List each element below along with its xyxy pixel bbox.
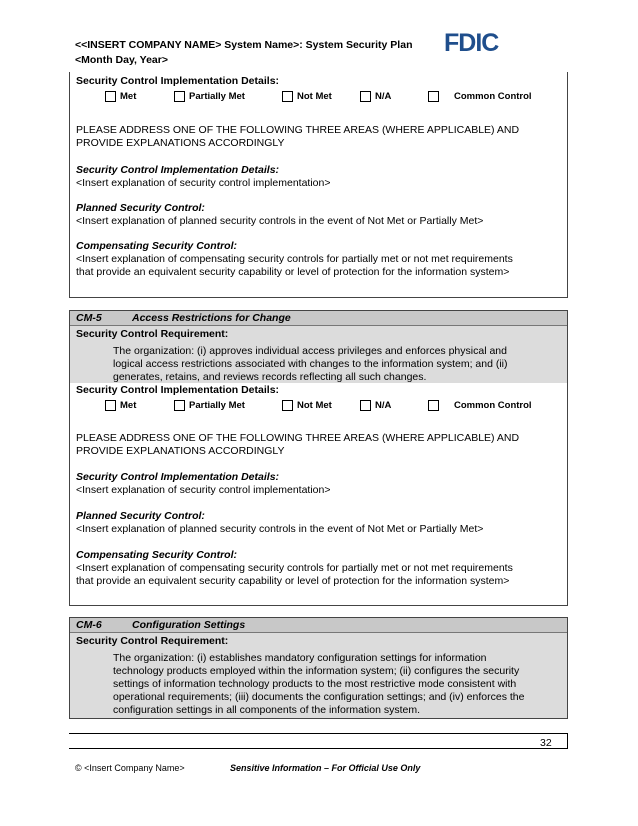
requirement-heading: Security Control Requirement:	[76, 635, 229, 647]
requirement-line: operational requirements; (iii) documents the configuration settings; and (iv) enforces the	[113, 691, 525, 703]
page-number: 32	[540, 737, 552, 749]
impl-details-heading: Security Control Implementation Details:	[76, 75, 280, 87]
planned-text: <Insert explanation of planned security controls in the event of Not Met or Partially Met>	[76, 215, 484, 227]
checkbox-label: Not Met	[297, 91, 332, 102]
implementation-section-1	[69, 72, 568, 298]
compensating-text-1: <Insert explanation of compensating security controls for partially met or not met requirements	[76, 562, 513, 574]
checkbox-met[interactable]	[105, 91, 136, 102]
checkbox-met[interactable]	[105, 400, 136, 411]
fdic-logo-text: FDIC	[444, 29, 499, 55]
control-id: CM-5	[76, 312, 102, 324]
checkbox-label: Not Met	[297, 400, 332, 411]
checkbox-square-icon	[360, 400, 371, 411]
checkbox-square-icon	[174, 400, 185, 411]
checkbox-partially-met[interactable]	[174, 400, 245, 411]
sc-impl-text: <Insert explanation of security control implementation>	[76, 484, 331, 496]
requirement-line: logical access restrictions associated with changes to the information system; and (ii)	[113, 358, 508, 370]
control-header	[70, 618, 567, 633]
control-header	[70, 311, 567, 326]
checkbox-label: Met	[120, 91, 137, 102]
status-checkbox-row	[70, 400, 567, 414]
instruction-line-1: PLEASE ADDRESS ONE OF THE FOLLOWING THREE AREAS (WHERE APPLICABLE) AND	[76, 124, 520, 136]
planned-heading: Planned Security Control:	[76, 510, 205, 522]
control-title: Configuration Settings	[132, 619, 246, 631]
checkbox-label: Common Control	[454, 91, 532, 102]
sc-impl-heading: Security Control Implementation Details:	[76, 471, 280, 483]
checkbox-square-icon	[360, 91, 371, 102]
requirement-line: generates, retains, and reviews records reflecting all such changes.	[113, 371, 427, 383]
compensating-heading: Compensating Security Control:	[76, 240, 238, 252]
checkbox-label: Partially Met	[189, 91, 245, 102]
checkbox-na[interactable]	[360, 400, 391, 411]
checkbox-not-met[interactable]	[282, 400, 332, 411]
checkbox-square-icon	[428, 91, 439, 102]
checkbox-not-met[interactable]	[282, 91, 332, 102]
checkbox-partially-met[interactable]	[174, 91, 245, 102]
checkbox-square-icon	[282, 400, 293, 411]
footer-copyright: © <Insert Company Name>	[75, 763, 185, 773]
instruction-line-1: PLEASE ADDRESS ONE OF THE FOLLOWING THREE AREAS (WHERE APPLICABLE) AND	[76, 432, 520, 444]
requirement-line: configuration settings in all components of the information system.	[113, 704, 420, 716]
checkbox-square-icon	[174, 91, 185, 102]
checkbox-square-icon	[282, 91, 293, 102]
control-cm-5	[69, 310, 568, 606]
control-cm-6	[69, 617, 568, 719]
checkbox-common-control[interactable]	[428, 400, 532, 411]
planned-heading: Planned Security Control:	[76, 202, 205, 214]
checkbox-label: N/A	[375, 400, 392, 411]
header-date: <Month Day, Year>	[75, 53, 168, 66]
requirement-heading: Security Control Requirement:	[76, 328, 229, 340]
instruction-line-2: PROVIDE EXPLANATIONS ACCORDINGLY	[76, 445, 285, 457]
checkbox-square-icon	[105, 91, 116, 102]
sc-impl-text: <Insert explanation of security control implementation>	[76, 177, 331, 189]
requirement-line: settings of information technology products to the most restrictive mode consistent with	[113, 678, 517, 690]
requirement-line: technology products employed within the information system; (ii) configures the security	[113, 665, 520, 677]
fdic-logo	[444, 29, 504, 55]
checkbox-label: Common Control	[454, 400, 532, 411]
compensating-text-1: <Insert explanation of compensating security controls for partially met or not met requirements	[76, 253, 513, 265]
compensating-heading: Compensating Security Control:	[76, 549, 238, 561]
sc-impl-heading: Security Control Implementation Details:	[76, 164, 280, 176]
checkbox-label: Partially Met	[189, 400, 245, 411]
page-number-box	[69, 734, 568, 749]
checkbox-square-icon	[105, 400, 116, 411]
instruction-line-2: PROVIDE EXPLANATIONS ACCORDINGLY	[76, 137, 285, 149]
status-checkbox-row	[70, 91, 567, 105]
checkbox-na[interactable]	[360, 91, 391, 102]
requirement-line: The organization: (i) approves individual access privileges and enforces physical and	[113, 345, 507, 357]
checkbox-label: N/A	[375, 91, 392, 102]
checkbox-square-icon	[428, 400, 439, 411]
control-id: CM-6	[76, 619, 102, 631]
compensating-text-2: that provide an equivalent security capability or level of protection for the information system>	[76, 575, 510, 587]
control-title: Access Restrictions for Change	[132, 312, 291, 324]
header-title: <<INSERT COMPANY NAME> System Name>: System Security Plan	[75, 39, 413, 51]
footer-notice: Sensitive Information – For Official Use Only	[230, 763, 421, 773]
requirement-line: The organization: (i) establishes mandatory configuration settings for information	[113, 652, 487, 664]
checkbox-label: Met	[120, 400, 137, 411]
impl-details-heading: Security Control Implementation Details:	[76, 384, 280, 396]
checkbox-common-control[interactable]	[428, 91, 532, 102]
planned-text: <Insert explanation of planned security controls in the event of Not Met or Partially Met>	[76, 523, 484, 535]
compensating-text-2: that provide an equivalent security capability or level of protection for the information system>	[76, 266, 510, 278]
